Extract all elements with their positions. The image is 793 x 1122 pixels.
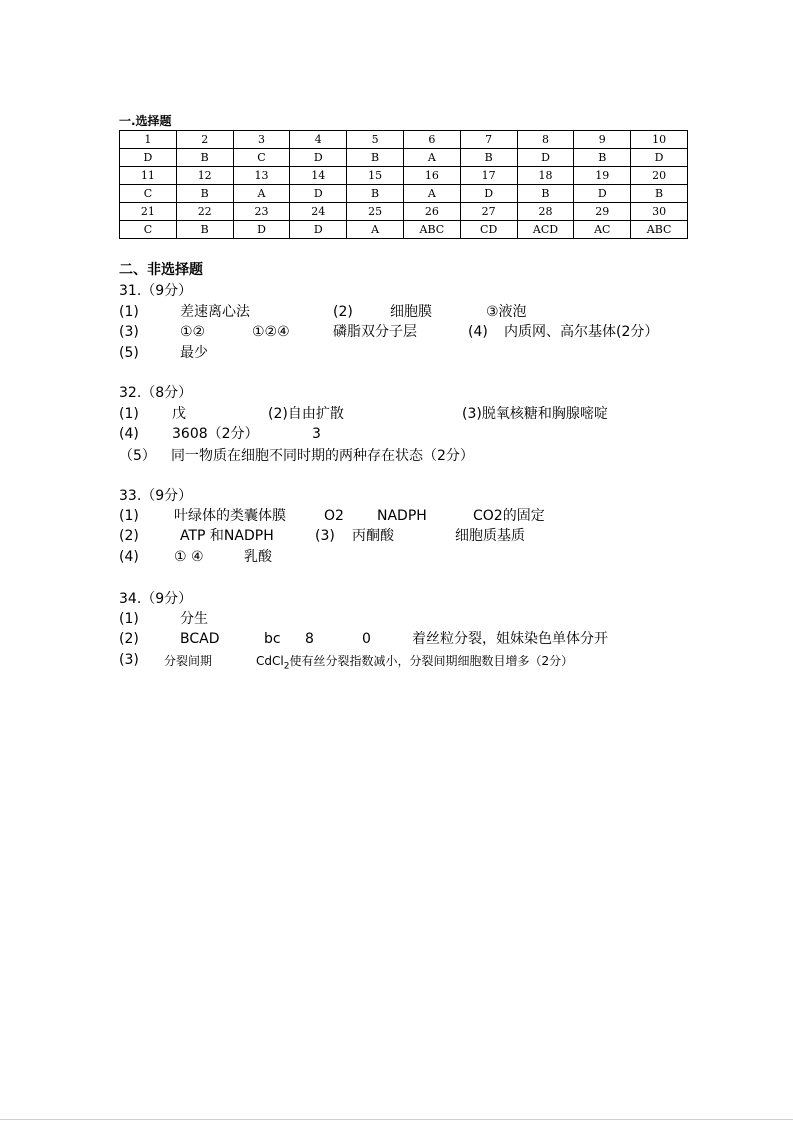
q32-l3-a: 同一物质在细胞不同时期的两种存在状态（2分）: [171, 448, 474, 464]
q31-l2-b: ①②④: [252, 324, 290, 340]
q34-header: 34.（9分）: [119, 591, 193, 607]
q33-l1-c: NADPH: [377, 508, 427, 524]
q33-l2-num2: (3): [315, 528, 335, 544]
q33-l3-a: ① ④: [174, 549, 204, 565]
q31-l2-num2: (4): [468, 324, 488, 340]
table-cell: 27: [460, 203, 517, 221]
table-cell: A: [403, 185, 460, 203]
table-cell: B: [460, 149, 517, 167]
table-row: [120, 221, 688, 239]
q31-l3-num: (5): [119, 345, 139, 361]
page-bottom-line: [0, 1119, 793, 1120]
table-row: [120, 149, 688, 167]
table-cell: CD: [460, 221, 517, 239]
table-row: [120, 131, 688, 149]
q31-l2-c: 磷脂双分子层: [333, 324, 417, 340]
q31-l1-num2: (2): [333, 304, 353, 320]
table-cell: 4: [290, 131, 347, 149]
table-cell: 24: [290, 203, 347, 221]
table-cell: 1: [120, 131, 177, 149]
q34-l2-c: 8: [305, 631, 314, 647]
table-row: [120, 167, 688, 185]
table-cell: 21: [120, 203, 177, 221]
q34-l1-num: (1): [119, 611, 139, 627]
q33-l2-num: (2): [119, 528, 139, 544]
table-cell: 17: [460, 167, 517, 185]
table-row: [120, 185, 688, 203]
q34-l2-a: BCAD: [180, 631, 220, 647]
q32-header: 32.（8分）: [119, 385, 193, 401]
table-cell: AC: [574, 221, 631, 239]
q34-l3-b-post: 使有丝分裂指数减小，分裂间期细胞数目增多（2分）: [289, 654, 574, 668]
table-cell: 20: [631, 167, 688, 185]
answer-table: [119, 130, 688, 239]
q33-l2-c: 细胞质基质: [455, 528, 525, 544]
table-cell: D: [290, 149, 347, 167]
q34-l3-b-sub: 2: [283, 661, 290, 672]
q34-l3-num: (3): [119, 652, 139, 668]
q32-l1-b: (2)自由扩散: [268, 406, 344, 422]
table-cell: 3: [233, 131, 290, 149]
q31-l3-a: 最少: [180, 345, 208, 361]
table-cell: 22: [176, 203, 233, 221]
table-cell: ACD: [517, 221, 574, 239]
q34-l2-num: (2): [119, 631, 139, 647]
table-cell: 19: [574, 167, 631, 185]
q34-l2-e: 着丝粒分裂，姐妹染色单体分开: [412, 631, 608, 647]
q34-l1-a: 分生: [180, 611, 208, 627]
table-cell: 2: [176, 131, 233, 149]
table-cell: B: [517, 185, 574, 203]
table-cell: B: [176, 185, 233, 203]
table-cell: B: [574, 149, 631, 167]
table-cell: 8: [517, 131, 574, 149]
q33-l1-b: O2: [324, 508, 344, 524]
table-cell: 28: [517, 203, 574, 221]
table-cell: 23: [233, 203, 290, 221]
q31-l2-d: 内质网、高尔基体(2分）: [504, 324, 659, 340]
q32-l2-num: (4): [119, 426, 139, 442]
q31-l1-c: ③液泡: [486, 304, 527, 320]
q33-l1-d: CO2的固定: [473, 508, 545, 524]
q33-l3-num: (4): [119, 549, 139, 565]
q33-l2-a: ATP 和NADPH: [180, 528, 274, 544]
table-cell: 11: [120, 167, 177, 185]
q31-l1-b: 细胞膜: [390, 304, 432, 320]
table-cell: ABC: [403, 221, 460, 239]
table-cell: A: [233, 185, 290, 203]
table-cell: 5: [347, 131, 404, 149]
table-cell: 12: [176, 167, 233, 185]
table-cell: B: [176, 221, 233, 239]
section1-title: 一.选择题: [119, 114, 172, 128]
table-cell: 15: [347, 167, 404, 185]
q32-l2-a: 3608（2分）: [172, 426, 259, 442]
q32-l1-c: (3)脱氧核糖和胸腺嘧啶: [462, 406, 608, 422]
table-cell: B: [176, 149, 233, 167]
table-cell: A: [347, 221, 404, 239]
q32-l2-b: 3: [312, 426, 321, 442]
table-cell: 29: [574, 203, 631, 221]
q33-l3-b: 乳酸: [244, 549, 272, 565]
table-cell: D: [120, 149, 177, 167]
table-cell: D: [233, 221, 290, 239]
q32-l1-num: (1): [119, 406, 139, 422]
table-cell: B: [631, 185, 688, 203]
table-cell: 7: [460, 131, 517, 149]
table-cell: C: [233, 149, 290, 167]
table-cell: D: [574, 185, 631, 203]
q33-l1-a: 叶绿体的类囊体膜: [174, 508, 286, 524]
table-cell: 25: [347, 203, 404, 221]
q31-header: 31.（9分）: [119, 283, 193, 299]
table-cell: ABC: [631, 221, 688, 239]
table-cell: 13: [233, 167, 290, 185]
table-cell: 16: [403, 167, 460, 185]
q33-l1-num: (1): [119, 508, 139, 524]
table-cell: 30: [631, 203, 688, 221]
table-cell: C: [120, 185, 177, 203]
q34-l3-b: [256, 651, 573, 676]
table-cell: 26: [403, 203, 460, 221]
q34-l3-a: 分裂间期: [164, 654, 213, 668]
q31-l1-a: 差速离心法: [180, 304, 250, 320]
table-cell: D: [290, 185, 347, 203]
table-cell: C: [120, 221, 177, 239]
section2-title: 二、非选择题: [119, 262, 203, 278]
table-cell: D: [460, 185, 517, 203]
table-cell: A: [403, 149, 460, 167]
table-cell: 18: [517, 167, 574, 185]
q31-l1-num: (1): [119, 304, 139, 320]
q33-l2-b: 丙酮酸: [352, 528, 394, 544]
table-cell: B: [347, 185, 404, 203]
table-cell: D: [517, 149, 574, 167]
table-cell: 14: [290, 167, 347, 185]
q33-header: 33.（9分）: [119, 488, 193, 504]
q31-l2-num: (3): [119, 324, 139, 340]
table-cell: D: [631, 149, 688, 167]
table-cell: 10: [631, 131, 688, 149]
table-row: [120, 203, 688, 221]
table-cell: 9: [574, 131, 631, 149]
q34-l2-b: bc: [264, 631, 281, 647]
table-cell: D: [290, 221, 347, 239]
table-cell: 6: [403, 131, 460, 149]
q34-l2-d: 0: [362, 631, 371, 647]
q31-l2-a: ①②: [180, 324, 206, 340]
q32-l1-a: 戊: [172, 406, 186, 422]
q32-l3-num: （5）: [119, 448, 156, 464]
q34-l3-b-pre: CdCl: [256, 654, 284, 668]
table-cell: B: [347, 149, 404, 167]
